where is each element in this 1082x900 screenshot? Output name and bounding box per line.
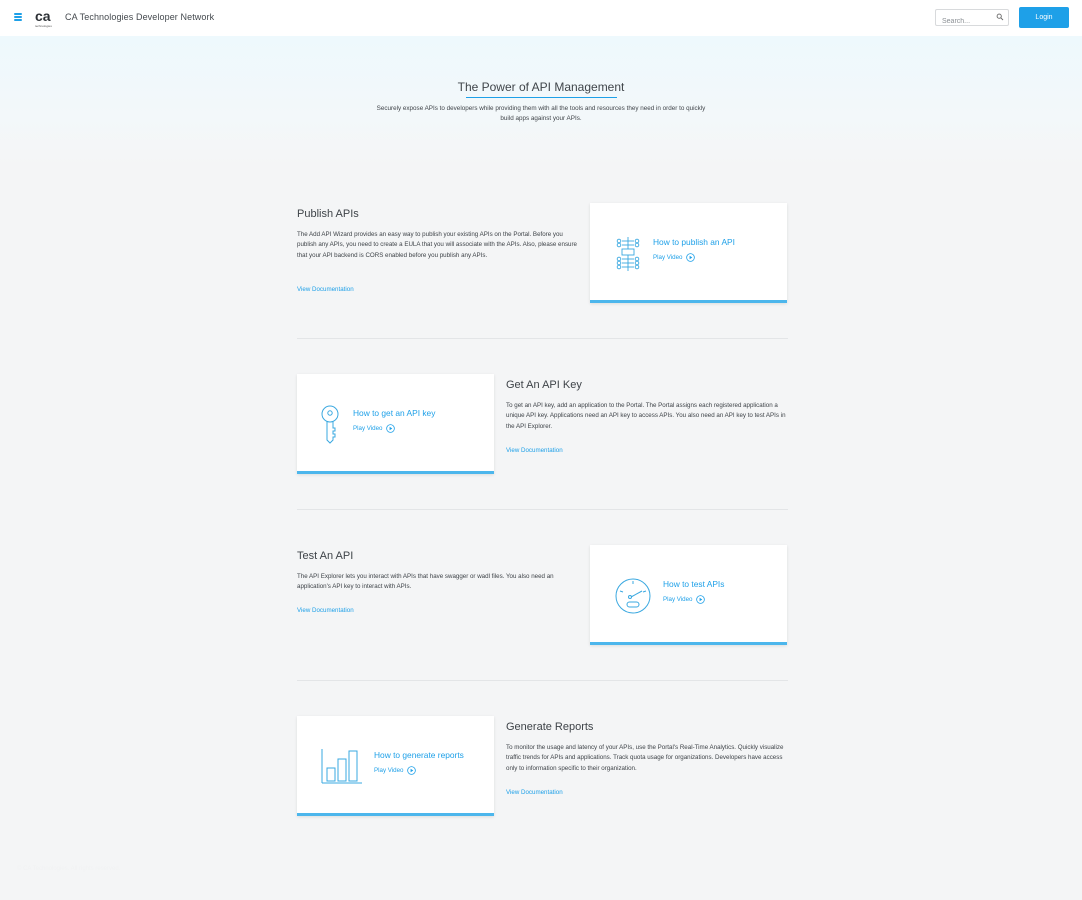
- ca-logo[interactable]: [35, 9, 59, 29]
- search-input[interactable]: [936, 14, 992, 29]
- view-documentation-link[interactable]: View Documentation: [506, 789, 563, 796]
- play-video-label[interactable]: Play Video: [663, 596, 693, 603]
- menu-icon[interactable]: [14, 13, 22, 21]
- play-video-label[interactable]: Play Video: [353, 425, 383, 432]
- video-card-generate-reports[interactable]: [297, 716, 494, 816]
- hero-description: Securely expose APIs to developers while providing them with all the tools and resources they need in order to quickly build apps against your APIs.: [376, 105, 706, 122]
- video-title[interactable]: How to test APIs: [663, 579, 725, 589]
- section-title-publish-apis: Publish APIs: [297, 208, 359, 220]
- play-video-button[interactable]: [374, 766, 416, 775]
- play-video-button[interactable]: [353, 424, 395, 433]
- key-icon: [319, 404, 341, 444]
- section-divider: [297, 338, 788, 339]
- section-body-generate-reports: To monitor the usage and latency of your APIs, use the Portal's Real-Time Analytics. Quickly visualize traffic trends for APIs and applications. Track quota usage for organizations. Developers have access only to information specific to their organization.: [506, 744, 784, 772]
- play-video-button[interactable]: [663, 595, 705, 604]
- section-body-test-api: The API Explorer lets you interact with APIs that have swagger or wadl files. You also need an application's API key to interact with APIs.: [297, 573, 554, 591]
- hero-banner: [0, 36, 1082, 168]
- play-icon[interactable]: [407, 766, 416, 775]
- video-title[interactable]: How to get an API key: [353, 408, 436, 418]
- section-title-generate-reports: Generate Reports: [506, 721, 594, 733]
- video-card-publish-api[interactable]: [590, 203, 787, 303]
- gauge-icon: [614, 577, 652, 615]
- hero-title-underline: [466, 97, 617, 98]
- svg-text:technologies: technologies: [35, 24, 52, 28]
- section-title-get-api-key: Get An API Key: [506, 379, 582, 391]
- top-header: [0, 0, 1082, 36]
- search-icon[interactable]: [996, 13, 1004, 21]
- play-icon[interactable]: [386, 424, 395, 433]
- section-body-get-api-key: To get an API key, add an application to the Portal. The Portal assigns each registered application a unique API key. Applications need an API key to access APIs. You also need an API key to test APIs in the API Explorer.: [506, 402, 786, 430]
- video-title[interactable]: How to publish an API: [653, 237, 735, 247]
- play-icon[interactable]: [686, 253, 695, 262]
- hero-title: The Power of API Management: [457, 80, 625, 94]
- brand-title[interactable]: CA Technologies Developer Network: [65, 12, 215, 22]
- view-documentation-link[interactable]: View Documentation: [297, 286, 354, 293]
- circuit-icon: [614, 235, 642, 273]
- video-title[interactable]: How to generate reports: [374, 750, 464, 760]
- play-video-label[interactable]: Play Video: [374, 767, 404, 774]
- play-video-button[interactable]: [653, 253, 695, 262]
- section-title-test-api: Test An API: [297, 550, 354, 562]
- video-card-test-apis[interactable]: [590, 545, 787, 645]
- section-body-publish-apis: The Add API Wizard provides an easy way to publish your existing APIs on the Portal. Before you publish any APIs, you need to create a EULA that you will associate with the APIs. Also, please ensure that your API backend is CORS enabled before you publish any APIs.: [297, 231, 577, 259]
- footer-copyright: © CA Technologies. All rights reserved.: [17, 866, 121, 872]
- video-card-api-key[interactable]: [297, 374, 494, 474]
- svg-text:ca: ca: [35, 9, 51, 24]
- section-divider: [297, 680, 788, 681]
- play-video-label[interactable]: Play Video: [653, 254, 683, 261]
- login-button[interactable]: Login: [1019, 7, 1069, 28]
- search-box[interactable]: [935, 9, 1009, 26]
- bar-chart-icon: [321, 748, 363, 784]
- play-icon[interactable]: [696, 595, 705, 604]
- section-divider: [297, 509, 788, 510]
- view-documentation-link[interactable]: View Documentation: [297, 607, 354, 614]
- view-documentation-link[interactable]: View Documentation: [506, 447, 563, 454]
